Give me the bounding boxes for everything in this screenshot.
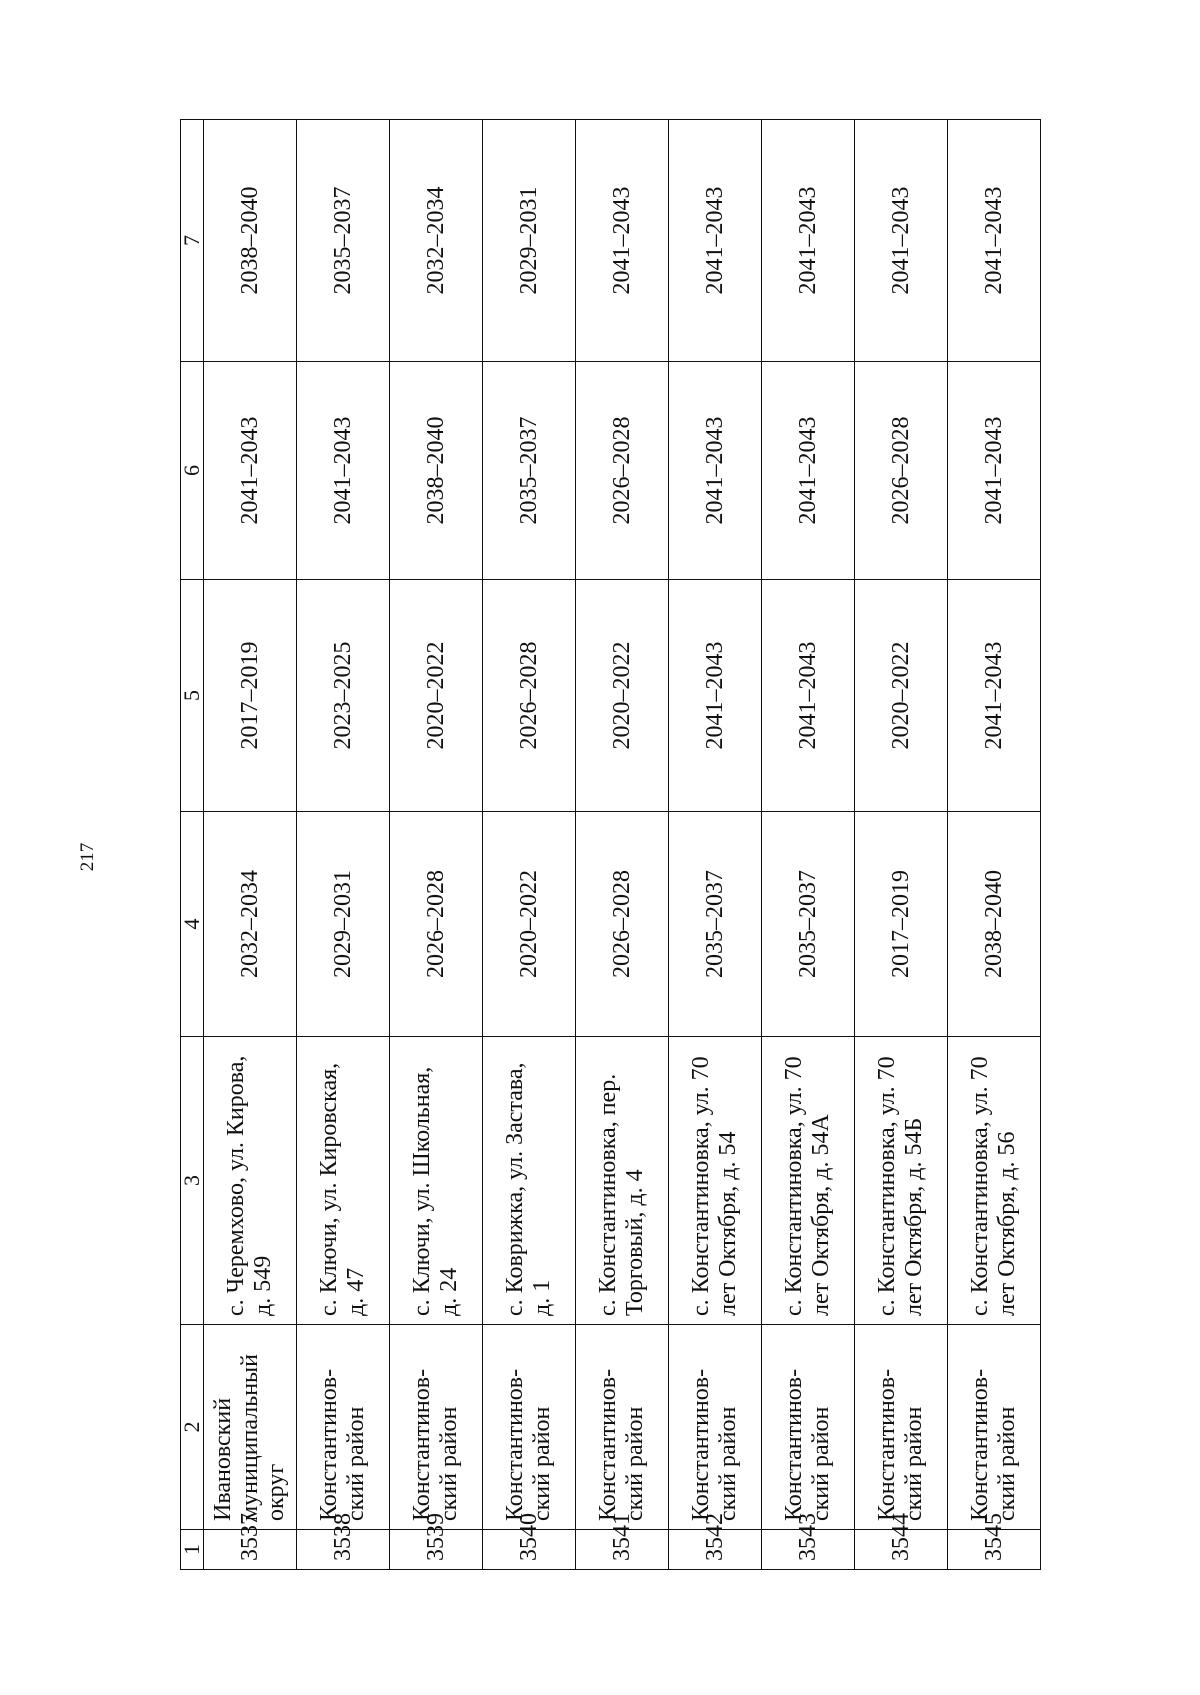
table-row: [948, 120, 1041, 1570]
district-cell: Константинов-ский район: [483, 1325, 576, 1530]
table-row: [297, 120, 390, 1570]
year-range-cell: 2029–2031: [483, 120, 576, 362]
address-cell: с. Коврижка, ул. Застава, д. 1: [483, 1037, 576, 1325]
year-range-cell: 2032–2034: [204, 812, 297, 1037]
address-cell: с. Черемхово, ул. Кирова, д. 549: [204, 1037, 297, 1325]
district-cell: Константинов-ский район: [297, 1325, 390, 1530]
row-number: 3544: [855, 1530, 948, 1570]
district-cell: Константинов-ский район: [390, 1325, 483, 1530]
year-range-cell: 2026–2028: [483, 580, 576, 812]
year-range-cell: 2041–2043: [948, 120, 1041, 362]
year-range-cell: 2017–2019: [855, 812, 948, 1037]
year-range-cell: 2026–2028: [390, 812, 483, 1037]
row-number: 3537: [204, 1530, 297, 1570]
year-range-cell: 2026–2028: [576, 812, 669, 1037]
year-range-cell: 2041–2043: [762, 120, 855, 362]
rotated-table-container: [180, 120, 1130, 1570]
year-range-cell: 2017–2019: [204, 580, 297, 812]
district-cell: Константинов-ский район: [948, 1325, 1041, 1530]
year-range-cell: 2041–2043: [576, 120, 669, 362]
year-range-cell: 2041–2043: [948, 362, 1041, 580]
year-range-cell: 2038–2040: [390, 362, 483, 580]
row-number: 3545: [948, 1530, 1041, 1570]
district-cell: Ивановский муниципальный округ: [204, 1325, 297, 1530]
row-number: 3542: [669, 1530, 762, 1570]
address-cell: с. Ключи, ул. Кировская, д. 47: [297, 1037, 390, 1325]
year-range-cell: 2038–2040: [204, 120, 297, 362]
year-range-cell: 2026–2028: [576, 362, 669, 580]
table-header-row: [181, 120, 204, 1570]
year-range-cell: 2029–2031: [297, 812, 390, 1037]
row-number: 3539: [390, 1530, 483, 1570]
year-range-cell: 2020–2022: [855, 580, 948, 812]
district-cell: Константинов-ский район: [855, 1325, 948, 1530]
table-row: [576, 120, 669, 1570]
column-header: 3: [181, 1037, 204, 1325]
year-range-cell: 2038–2040: [948, 812, 1041, 1037]
year-range-cell: 2041–2043: [669, 362, 762, 580]
address-cell: с. Константиновка, ул. 70 лет Октября, д. 54Б: [855, 1037, 948, 1325]
column-header: 4: [181, 812, 204, 1037]
year-range-cell: 2041–2043: [669, 120, 762, 362]
year-range-cell: 2023–2025: [297, 580, 390, 812]
year-range-cell: 2020–2022: [576, 580, 669, 812]
column-header: 1: [181, 1530, 204, 1570]
year-range-cell: 2041–2043: [204, 362, 297, 580]
row-number: 3541: [576, 1530, 669, 1570]
address-cell: с. Константиновка, ул. 70 лет Октября, д. 54: [669, 1037, 762, 1325]
year-range-cell: 2041–2043: [762, 580, 855, 812]
table-row: [390, 120, 483, 1570]
address-cell: с. Константиновка, ул. 70 лет Октября, д. 54А: [762, 1037, 855, 1325]
table-row: [669, 120, 762, 1570]
district-cell: Константинов-ский район: [576, 1325, 669, 1530]
table-row: [762, 120, 855, 1570]
year-range-cell: 2035–2037: [483, 362, 576, 580]
district-cell: Константинов-ский район: [669, 1325, 762, 1530]
year-range-cell: 2020–2022: [483, 812, 576, 1037]
year-range-cell: 2041–2043: [762, 362, 855, 580]
year-range-cell: 2041–2043: [297, 362, 390, 580]
column-header: 5: [181, 580, 204, 812]
district-cell: Константинов-ский район: [762, 1325, 855, 1530]
address-cell: с. Константиновка, ул. 70 лет Октября, д. 56: [948, 1037, 1041, 1325]
table-row: [204, 120, 297, 1570]
page-number: 217: [77, 842, 98, 872]
year-range-cell: 2035–2037: [762, 812, 855, 1037]
year-range-cell: 2041–2043: [948, 580, 1041, 812]
row-number: 3538: [297, 1530, 390, 1570]
year-range-cell: 2020–2022: [390, 580, 483, 812]
column-header: 2: [181, 1325, 204, 1530]
table-row: [483, 120, 576, 1570]
row-number: 3540: [483, 1530, 576, 1570]
row-number: 3543: [762, 1530, 855, 1570]
year-range-cell: 2035–2037: [297, 120, 390, 362]
column-header: 7: [181, 120, 204, 362]
address-cell: с. Ключи, ул. Школьная, д. 24: [390, 1037, 483, 1325]
year-range-cell: 2032–2034: [390, 120, 483, 362]
schedule-table: [180, 119, 1041, 1570]
year-range-cell: 2035–2037: [669, 812, 762, 1037]
column-header: 6: [181, 362, 204, 580]
table-row: [855, 120, 948, 1570]
year-range-cell: 2041–2043: [669, 580, 762, 812]
address-cell: с. Константиновка, пер. Торговый, д. 4: [576, 1037, 669, 1325]
year-range-cell: 2026–2028: [855, 362, 948, 580]
year-range-cell: 2041–2043: [855, 120, 948, 362]
